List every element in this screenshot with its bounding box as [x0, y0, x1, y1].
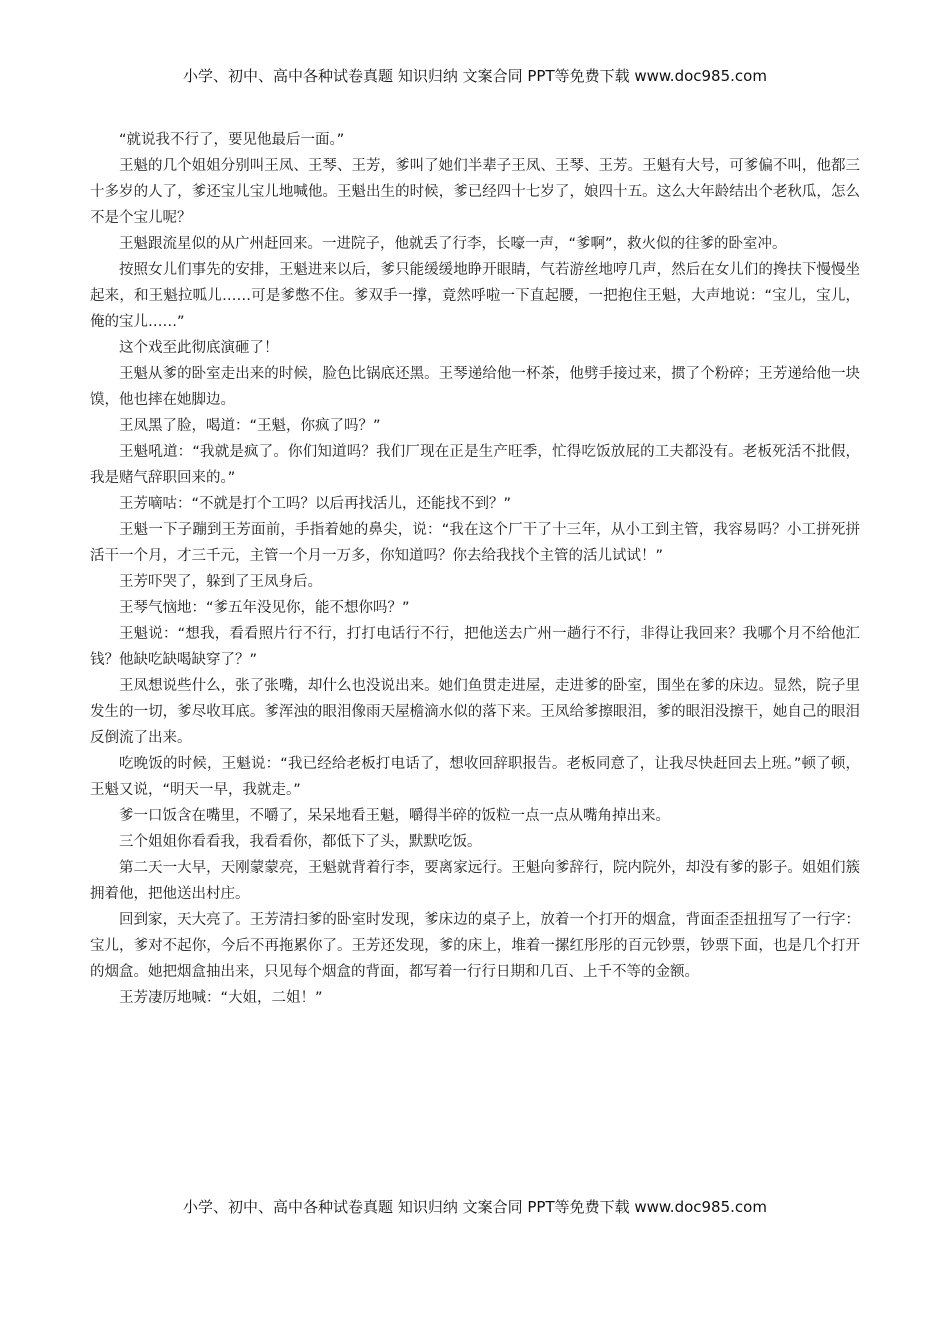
paragraph: 王芳嘀咕：“不就是打个工吗？以后再找活儿，还能找不到？” — [119, 496, 512, 512]
paragraph: 王凤黑了脸，喝道：“王魁，你疯了吗？” — [119, 418, 381, 434]
paragraph: 第二天一大早，天刚蒙蒙亮，王魁就背着行李，要离家远行。王魁向爹辞行，院内院外，却没有爹的影子。姐姐们簇拥着他，把他送出村庄。 — [90, 860, 860, 902]
paragraph: 王芳凄厉地喊：“大姐，二姐！” — [119, 990, 323, 1006]
paragraph: 王魁跟流星似的从广州赶回来。一进院子，他就丢了行李，长嚎一声，“爹啊”，救火似的往爹的卧室冲。 — [119, 236, 787, 252]
paragraph: 王魁吼道：“我就是疯了。你们知道吗？我们厂现在正是生产旺季，忙得吃饭放屁的工夫都没有。老板死活不批假，我是赌气辞职回来的。” — [90, 444, 860, 486]
paragraph: 吃晚饭的时候，王魁说：“我已经给老板打电话了，想收回辞职报告。老板同意了，让我尽快赶回去上班。”顿了顿，王魁又说，“明天一早，我就走。” — [90, 756, 860, 798]
paragraph: “就说我不行了，要见他最后一面。” — [119, 132, 345, 148]
paragraph: 这个戏至此彻底演砸了！ — [119, 340, 279, 356]
paragraph: 王琴气恼地：“爹五年没见你，能不想你吗？” — [119, 600, 410, 616]
paragraph: 爹一口饭含在嘴里，不嚼了，呆呆地看王魁，嚼得半碎的饭粒一点一点从嘴角掉出来。 — [119, 808, 670, 824]
paragraph: 王凤想说些什么，张了张嘴，却什么也没说出来。她们鱼贯走进屋，走进爹的卧室，围坐在爹的床边。显然，院子里发生的一切，爹尽收耳底。爹浑浊的眼泪像雨天屋檐滴水似的落下来。王凤给爹擦眼泪，爹的眼泪没擦干，她自己的眼泪反倒流了出来。 — [90, 678, 860, 746]
paragraph: 三个姐姐你看看我，我看看你，都低下了头，默默吃饭。 — [119, 834, 482, 850]
paragraph: 回到家，天大亮了。王芳清扫爹的卧室时发现，爹床边的桌子上，放着一个打开的烟盒，背面歪歪扭扭写了一行字：宝儿，爹对不起你，今后不再拖累你了。王芳还发现，爹的床上，堆着一摞红彤彤的百元钞票，钞票下面，也是几个打开的烟盒。她把烟盒抽出来，只见每个烟盒的背面，都写着一行行日期和几百、上千不等的金额。 — [90, 912, 860, 980]
header-banner: 小学、初中、高中各种试卷真题 知识归纳 文案合同 PPT等免费下载 www.doc985.com — [183, 67, 767, 85]
paragraph: 王魁一下子蹦到王芳面前，手指着她的鼻尖，说：“我在这个厂干了十三年，从小工到主管，我容易吗？小工拼死拼活干一个月，才三千元，主管一个月一万多，你知道吗？你去给我找个主管的活儿试试！” — [90, 522, 860, 564]
footer-banner: 小学、初中、高中各种试卷真题 知识归纳 文案合同 PPT等免费下载 www.doc985.com — [183, 1198, 767, 1216]
paragraph: 王芳吓哭了，躲到了王凤身后。 — [119, 574, 322, 590]
paragraph: 王魁说：“想我，看看照片行不行，打打电话行不行，把他送去广州一趟行不行，非得让我回来？我哪个月不给他汇钱？他缺吃缺喝缺穿了？” — [90, 626, 860, 668]
paragraph: 按照女儿们事先的安排，王魁进来以后，爹只能缓缓地睁开眼睛，气若游丝地哼几声，然后在女儿们的搀扶下慢慢坐起来，和王魁拉呱儿……可是爹憋不住。爹双手一撑，竟然呼啦一下直起腰，一把抱住王魁，大声地说：“宝儿，宝儿，俺的宝儿……” — [90, 262, 860, 330]
paragraph: 王魁的几个姐姐分别叫王凤、王琴、王芳，爹叫了她们半辈子王凤、王琴、王芳。王魁有大号，可爹偏不叫，他都三十多岁的人了，爹还宝儿宝儿地喊他。王魁出生的时候，爹已经四十七岁了，娘四十五。这么大年龄结出个老秋瓜，怎么不是个宝儿呢？ — [90, 158, 860, 226]
paragraph: 王魁从爹的卧室走出来的时候，脸色比锅底还黑。王琴递给他一杯茶，他劈手接过来，掼了个粉碎；王芳递给他一块馍，他也摔在她脚边。 — [90, 366, 860, 408]
story-body — [90, 127, 860, 1011]
